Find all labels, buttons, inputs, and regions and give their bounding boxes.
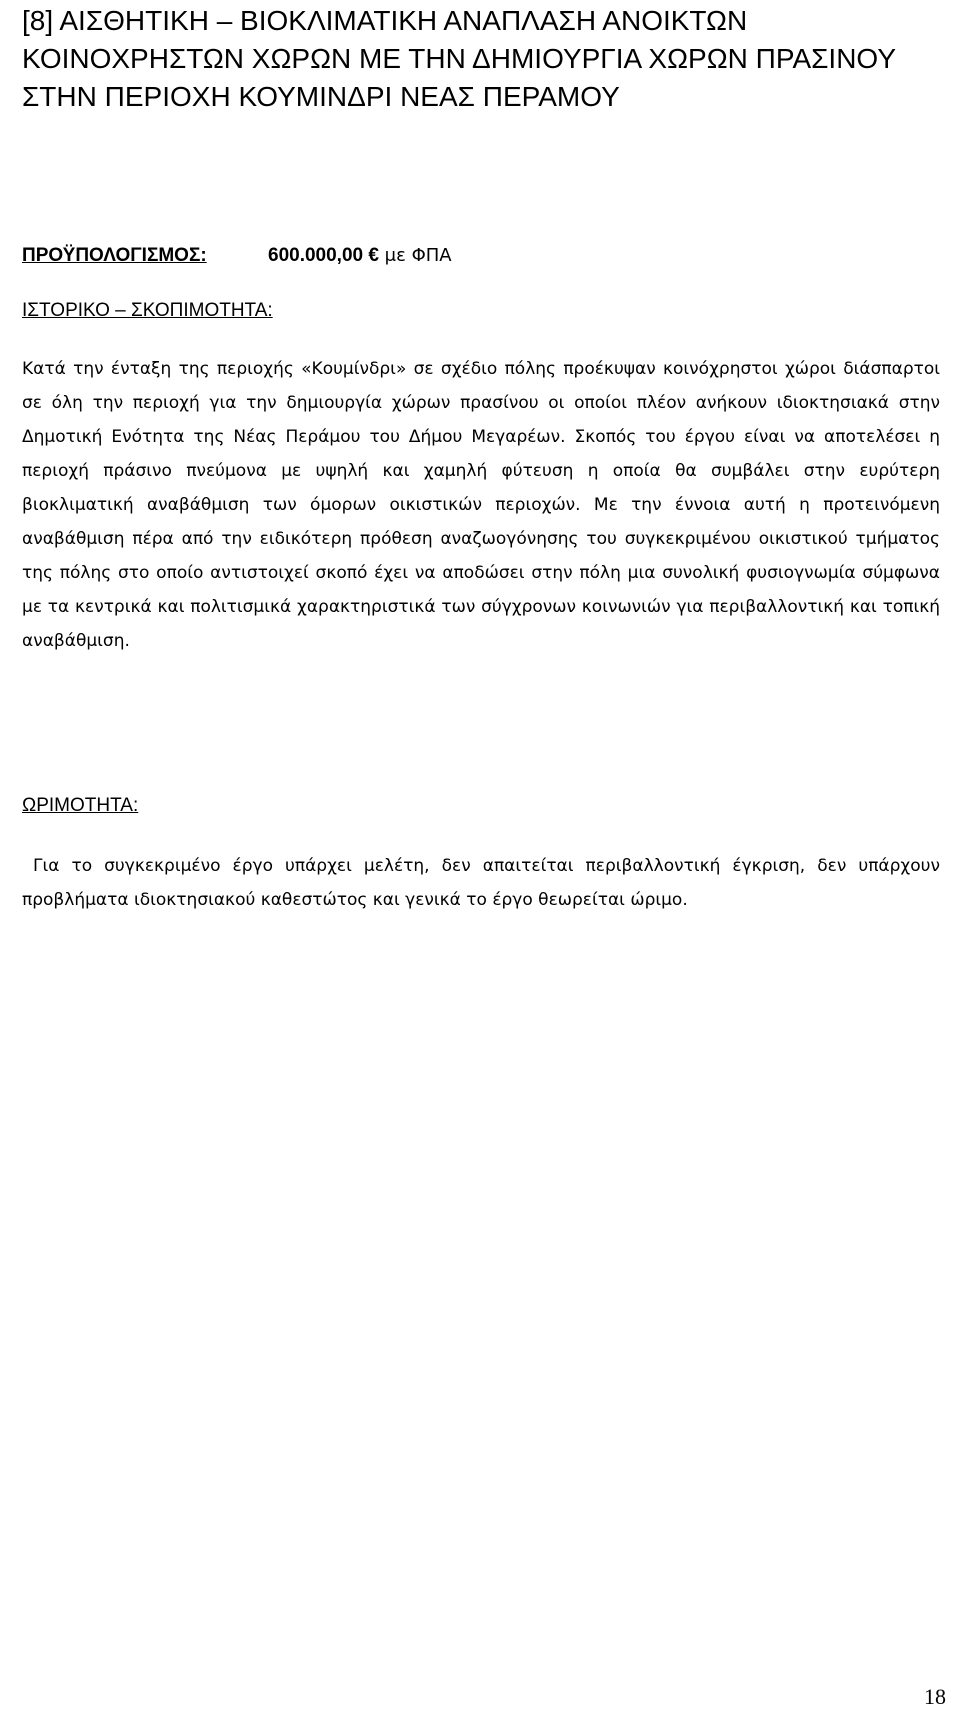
history-heading: ΙΣΤΟΡΙΚΟ – ΣΚΟΠΙΜΟΤΗΤΑ:: [22, 300, 273, 321]
maturity-paragraph: Για το συγκεκριμένο έργο υπάρχει μελέτη, δεν απαιτείται περιβαλλοντική έγκριση, δεν υπάρχουν προβλήματα ιδιοκτησιακού καθεστώτος και γενικά το έργο θεωρείται ώριμο.: [22, 856, 940, 910]
history-paragraph: Κατά την ένταξη της περιοχής «Κουμίνδρι» σε σχέδιο πόλης προέκυψαν κοινόχρηστοι χώροι διάσπαρτοι σε όλη την περιοχή για την δημιουργία χώρων πρασίνου οι οποίοι πλέον ανήκουν ιδιοκτησιακά στην Δημοτική Ενότητα της Νέας Περάμου του Δήμου Μεγαρέων. Σκοπός του έργου είναι να αποτελέσει η περιοχή πράσινο πνεύμονα με υψηλή και χαμηλή φύτευση η οποία θα συμβάλει στην ευρύτερη βιοκλιματική αναβάθμιση των όμορων οικιστικών περιοχών. Με την έννοια αυτή η προτεινόμενη αναβάθμιση πέρα από την ειδικότερη πρόθεση αναζωογόνησης του συγκεκριμένου οικιστικού τμήματος της πόλης στο οποίο αντιστοιχεί σκοπό έχει να αποδώσει στην πόλη μια συνολική φυσιογνωμία σύμφωνα με τα κεντρικά και πολιτισμικά χαρακτηριστικά των σύγχρονων κοινωνιών για περιβαλλοντική και τοπική αναβάθμιση.: [22, 359, 940, 651]
budget-suffix: με ΦΠΑ: [378, 245, 452, 266]
budget-label: ΠΡΟΫΠΟΛΟΓΙΣΜΟΣ:: [22, 245, 207, 266]
budget-row: [22, 243, 452, 269]
budget-amount: 600.000,00 €: [268, 245, 379, 266]
document-title: [8] ΑΙΣΘΗΤΙΚΗ – ΒΙΟΚΛΙΜΑΤΙΚΗ ΑΝΑΠΛΑΣΗ ΑΝΟΙΚΤΩΝ ΚΟΙΝΟΧΡΗΣΤΩΝ ΧΩΡΩΝ ΜΕ ΤΗΝ ΔΗΜΙΟΥΡΓΙΑ ΧΩΡΩΝ ΠΡΑΣΙΝΟΥ ΣΤΗΝ ΠΕΡΙΟΧΗ ΚΟΥΜΙΝΔΡΙ ΝΕΑΣ ΠΕΡΑΜΟΥ: [22, 5, 896, 112]
page-number: 18: [924, 1684, 946, 1709]
maturity-heading: ΩΡΙΜΟΤΗΤΑ:: [22, 795, 139, 816]
